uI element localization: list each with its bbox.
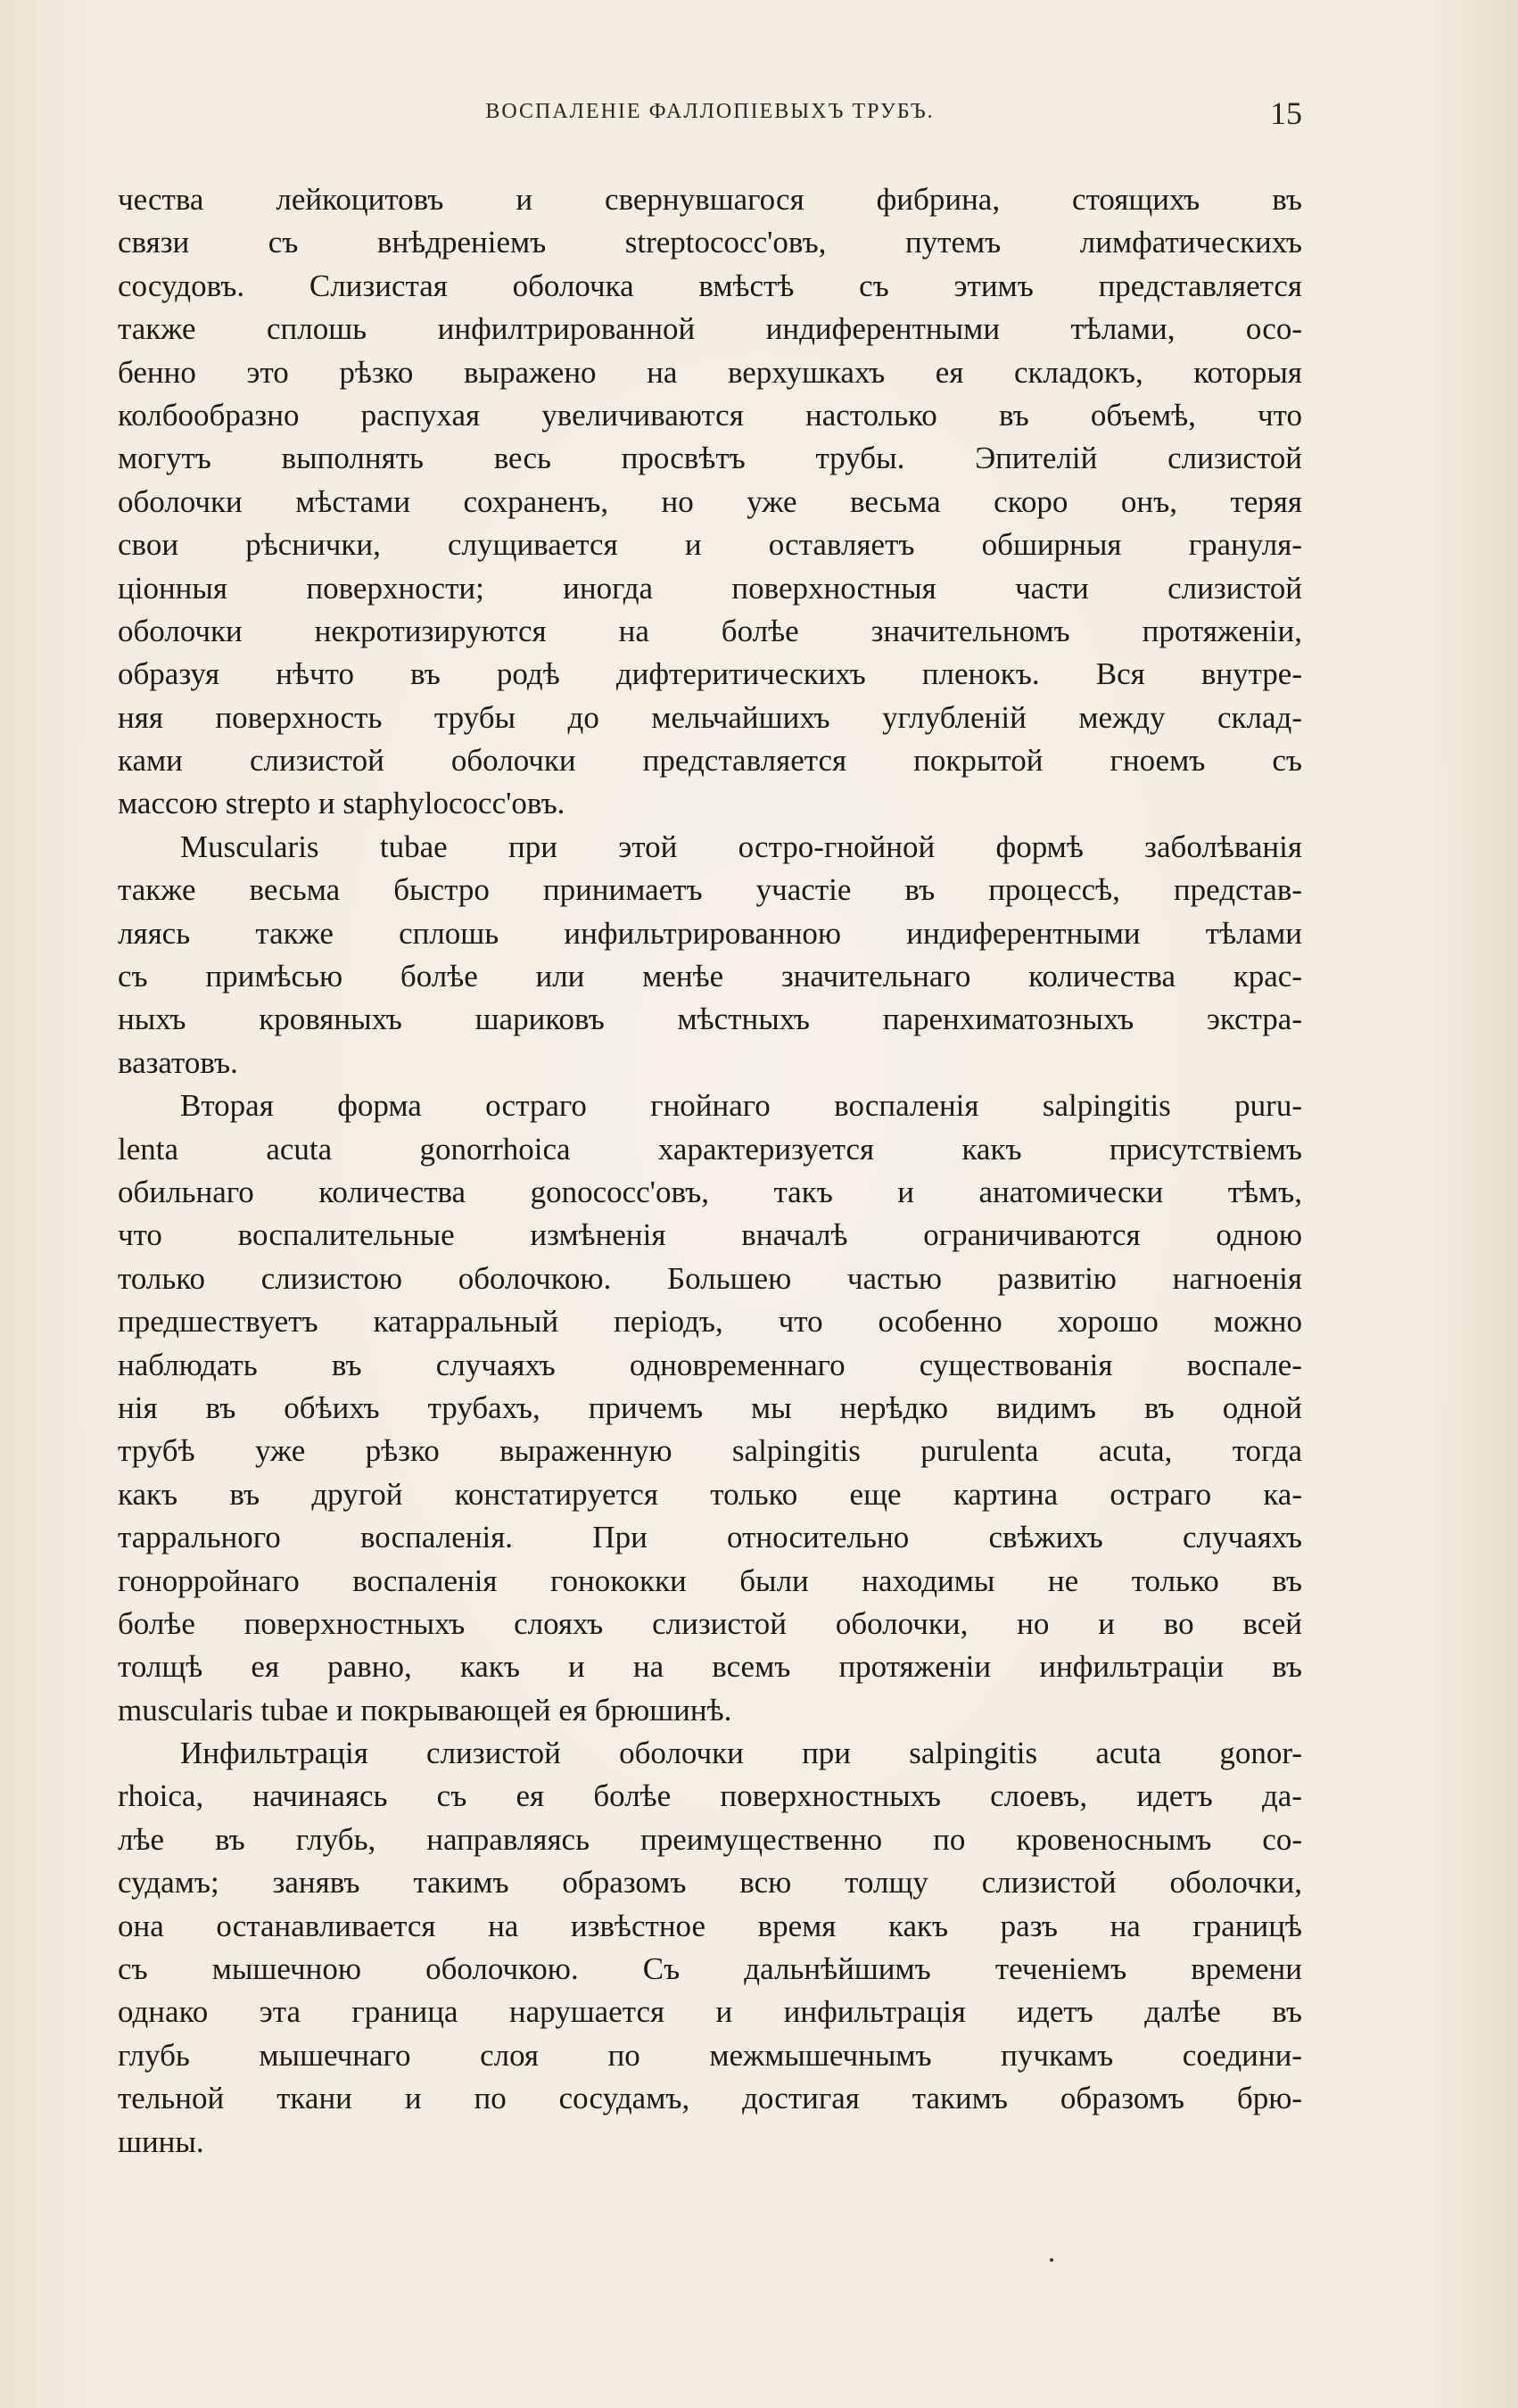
text-line: оболочки мѣстами сохраненъ, но уже весьма скоро онъ, теряя	[118, 483, 1302, 519]
page-number: 15	[1270, 95, 1302, 131]
running-head	[118, 95, 1302, 144]
text-line: гонорройнаго воспаленія гонококки были находимы не только въ	[118, 1563, 1302, 1598]
text-line: нія въ обѣихъ трубахъ, причемъ мы нерѣдко видимъ въ одной	[118, 1390, 1302, 1425]
text-line: колбообразно распухая увеличиваются настолько въ объемѣ, что	[118, 397, 1302, 433]
text-line: съ примѣсью болѣе или менѣе значительнаго количества крас-	[118, 959, 1302, 994]
text-line: толщѣ ея равно, какъ и на всемъ протяженіи инфильтраціи въ	[118, 1649, 1302, 1685]
text-line: свои рѣснички, слущивается и оставляетъ обширныя грануля-	[118, 527, 1302, 563]
running-title: ВОСПАЛЕНІЕ ФАЛЛОПІЕВЫХЪ ТРУБЪ.	[485, 100, 935, 123]
text-line: судамъ; занявъ такимъ образомъ всю толщу слизистой оболочки,	[118, 1865, 1302, 1901]
text-line: rhoica, начинаясь съ ея болѣе поверхностныхъ слоевъ, идетъ да-	[118, 1778, 1302, 1814]
text-line: вазатовъ.	[118, 1044, 238, 1080]
text-line: бенно это рѣзко выражено на верхушкахъ ея складокъ, которыя	[118, 354, 1302, 390]
paragraph	[118, 826, 1302, 1084]
text-line: связи съ внѣдреніемъ streptococc'овъ, путемъ лимфатическихъ	[118, 225, 1302, 260]
text-line: оболочки некротизируются на болѣе значительномъ протяженіи,	[118, 613, 1302, 648]
text-line: трубѣ уже рѣзко выраженную salpingitis purulenta acuta, тогда	[118, 1433, 1302, 1469]
text-line: ныхъ кровяныхъ шариковъ мѣстныхъ паренхиматозныхъ экстра-	[118, 1002, 1302, 1037]
text-line: могутъ выполнять весь просвѣтъ трубы. Эпителій слизистой	[118, 441, 1302, 476]
text-line: только слизистою оболочкою. Большею частью развитію нагноенія	[118, 1260, 1302, 1296]
text-line: однако эта граница нарушается и инфильтрація идетъ далѣе въ	[118, 1994, 1302, 2030]
text-line: Muscularis tubae при этой остро-гнойной формѣ заболѣванія	[180, 829, 1302, 864]
text-line: предшествуетъ катарральный періодъ, что особенно хорошо можно	[118, 1304, 1302, 1340]
text-line: няя поверхность трубы до мельчайшихъ углубленій между склад-	[118, 699, 1302, 735]
text-line: массою strepto и staphylococc'овъ.	[118, 786, 565, 821]
body-text	[118, 178, 1302, 2164]
text-line: лѣе въ глубь, направляясь преимущественно по кровеноснымъ со-	[118, 1821, 1302, 1857]
text-line: болѣе поверхностныхъ слояхъ слизистой оболочки, но и во всей	[118, 1605, 1302, 1641]
text-line: глубь мышечнаго слоя по межмышечнымъ пучкамъ соедини-	[118, 2037, 1302, 2073]
text-line: что воспалительные измѣненія вначалѣ ограничиваются одною	[118, 1217, 1302, 1253]
text-line: шины.	[118, 2123, 204, 2159]
text-line: Вторая форма остраго гнойнаго воспаленія salpingitis puru-	[180, 1088, 1302, 1124]
text-line: образуя нѣчто въ родѣ дифтеритическихъ пленокъ. Вся внутре-	[118, 656, 1302, 692]
text-line: Инфильтрація слизистой оболочки при salpingitis acuta gonor-	[180, 1736, 1302, 1771]
text-line: ками слизистой оболочки представляется покрытой гноемъ съ	[118, 743, 1302, 779]
text-line: чества лейкоцитовъ и свернувшагося фибрина, стоящихъ въ	[118, 182, 1302, 217]
text-line: ціонныя поверхности; иногда поверхностныя части слизистой	[118, 570, 1302, 606]
text-line: сосудовъ. Слизистая оболочка вмѣстѣ съ этимъ представляется	[118, 268, 1302, 303]
text-line: lenta acuta gonorrhoica характеризуется какъ присутствіемъ	[118, 1131, 1302, 1167]
text-line: также сплошь инфилтрированной индиферентными тѣлами, осо-	[118, 311, 1302, 347]
text-line: она останавливается на извѣстное время какъ разъ на границѣ	[118, 1908, 1302, 1943]
text-line: muscularis tubae и покрывающей ея брюшинѣ.	[118, 1692, 732, 1728]
text-line: ляясь также сплошь инфильтрированною индиферентными тѣлами	[118, 915, 1302, 951]
text-line: съ мышечною оболочкою. Съ дальнѣйшимъ теченіемъ времени	[118, 1951, 1302, 1987]
text-line: таррального воспаленія. При относительно свѣжихъ случаяхъ	[118, 1520, 1302, 1555]
paragraph	[118, 1084, 1302, 1732]
text-line: также весьма быстро принимаетъ участіе въ процессѣ, представ-	[118, 872, 1302, 908]
text-line: какъ въ другой констатируется только еще картина остраго ка-	[118, 1476, 1302, 1512]
text-line: тельной ткани и по сосудамъ, достигая такимъ образомъ брю-	[118, 2081, 1302, 2116]
text-line: обильнаго количества gonococc'овъ, такъ и анатомически тѣмъ,	[118, 1174, 1302, 1209]
text-line: наблюдать въ случаяхъ одновременнаго существованія воспале-	[118, 1347, 1302, 1382]
print-speck	[1050, 2258, 1053, 2262]
paragraph	[118, 178, 1302, 826]
paragraph	[118, 1732, 1302, 2164]
